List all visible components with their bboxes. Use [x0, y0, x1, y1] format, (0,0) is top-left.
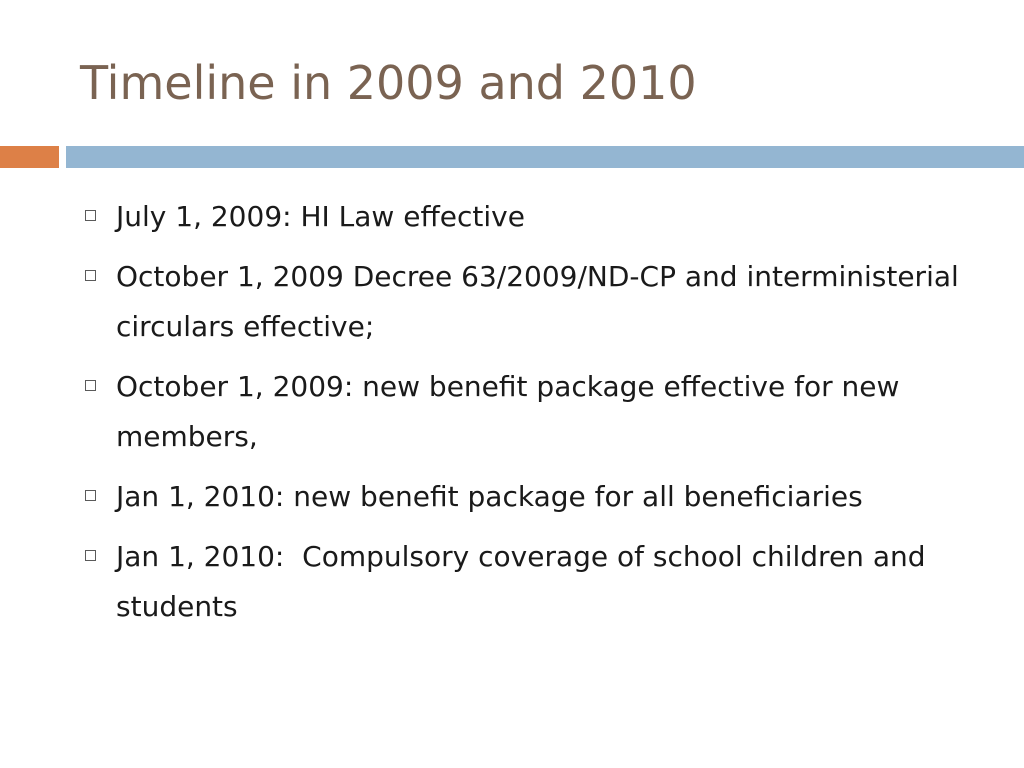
title-rule-accent-left: [0, 146, 59, 168]
bullet-text: October 1, 2009 Decree 63/2009/ND-CP and interministerial circulars effective;: [116, 260, 968, 343]
list-item: [80, 192, 960, 242]
hollow-square-icon: [85, 210, 96, 221]
list-item: [80, 252, 968, 352]
hollow-square-icon: [85, 270, 96, 281]
list-item: [80, 532, 960, 632]
bullet-text: October 1, 2009: new benefit package effective for new members,: [116, 370, 909, 453]
bullet-text: Jan 1, 2010: Compulsory coverage of school children and students: [116, 540, 935, 623]
bullet-list: [80, 192, 968, 642]
list-item: [80, 362, 960, 462]
bullet-text: July 1, 2009: HI Law effective: [116, 200, 525, 233]
list-item: [80, 472, 960, 522]
hollow-square-icon: [85, 490, 96, 501]
hollow-square-icon: [85, 380, 96, 391]
slide-title: Timeline in 2009 and 2010: [80, 56, 697, 110]
bullet-text: Jan 1, 2010: new benefit package for all beneficiaries: [116, 480, 863, 513]
title-rule-accent-right: [66, 146, 1024, 168]
hollow-square-icon: [85, 550, 96, 561]
